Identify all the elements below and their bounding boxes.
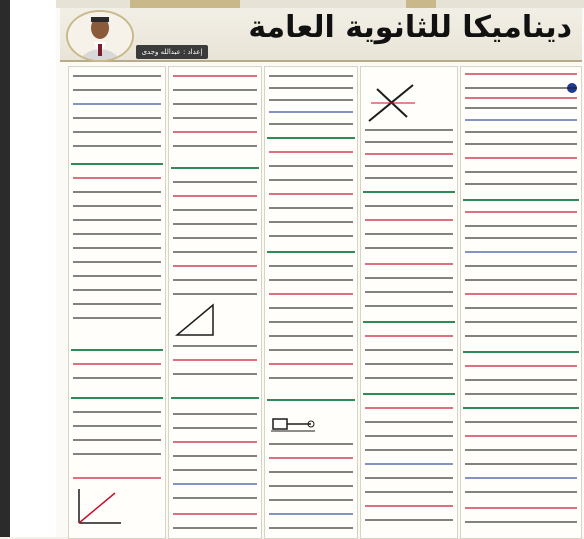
viewer-margin (10, 0, 56, 537)
content-column-2 (360, 66, 458, 539)
handwritten-text-line (73, 477, 161, 479)
document-page (56, 0, 584, 537)
handwritten-text-line (365, 165, 453, 167)
section-divider (267, 251, 355, 253)
handwritten-text-line (269, 279, 353, 281)
handwritten-text-line (365, 377, 453, 379)
handwritten-text-line (465, 131, 577, 133)
handwritten-text-line (173, 145, 257, 147)
handwritten-text-line (465, 279, 577, 281)
content-column-3 (264, 66, 358, 539)
physics-diagram-icon (367, 81, 417, 123)
handwritten-text-line (73, 261, 161, 263)
handwritten-text-line (465, 393, 577, 395)
handwritten-text-line (365, 177, 453, 179)
handwritten-text-line (73, 411, 161, 413)
handwritten-text-line (173, 469, 257, 471)
top-image-fragment (130, 0, 240, 8)
handwritten-text-line (73, 363, 161, 365)
handwritten-text-line (173, 497, 257, 499)
section-divider (171, 397, 259, 399)
handwritten-text-line (73, 145, 161, 147)
handwritten-text-line (365, 407, 453, 409)
handwritten-text-line (73, 247, 161, 249)
handwritten-text-line (173, 413, 257, 415)
section-divider (267, 399, 355, 401)
handwritten-text-line (465, 143, 577, 145)
handwritten-text-line (269, 457, 353, 459)
handwritten-text-line (365, 435, 453, 437)
content-column-5 (68, 66, 166, 539)
handwritten-text-line (465, 421, 577, 423)
handwritten-text-line (269, 335, 353, 337)
handwritten-text-line (365, 477, 453, 479)
handwritten-text-line (269, 307, 353, 309)
handwritten-text-line (269, 235, 353, 237)
content-column-1 (460, 66, 582, 539)
handwritten-text-line (465, 491, 577, 493)
handwritten-text-line (269, 111, 353, 113)
handwritten-text-line (269, 527, 353, 529)
handwritten-text-line (73, 103, 161, 105)
page-title: ديناميكا للثانوية العامة (248, 10, 572, 45)
handwritten-text-line (173, 131, 257, 133)
handwritten-text-line (365, 153, 453, 155)
handwritten-text-line (365, 233, 453, 235)
section-divider (463, 351, 579, 353)
handwritten-text-line (365, 141, 453, 143)
handwritten-text-line (465, 183, 577, 185)
handwritten-text-line (465, 307, 577, 309)
handwritten-text-line (173, 359, 257, 361)
handwritten-text-line (173, 223, 257, 225)
handwritten-text-line (73, 233, 161, 235)
handwritten-text-line (365, 491, 453, 493)
handwritten-text-line (269, 179, 353, 181)
handwritten-text-line (365, 205, 453, 207)
handwritten-text-line (173, 373, 257, 375)
handwritten-text-line (173, 483, 257, 485)
handwritten-text-line (365, 305, 453, 307)
handwritten-text-line (465, 265, 577, 267)
section-divider (267, 137, 355, 139)
handwritten-text-line (269, 471, 353, 473)
graph-diagram-icon (75, 487, 123, 527)
handwritten-text-line (465, 379, 577, 381)
handwritten-text-line (269, 265, 353, 267)
handwritten-text-line (465, 211, 577, 213)
handwritten-text-line (73, 275, 161, 277)
handwritten-text-line (73, 453, 161, 455)
content-column-4 (168, 66, 262, 539)
handwritten-text-line (465, 321, 577, 323)
handwritten-text-line (269, 151, 353, 153)
handwritten-text-line (73, 89, 161, 91)
handwritten-text-line (465, 87, 577, 89)
handwritten-text-line (269, 377, 353, 379)
handwritten-text-line (465, 171, 577, 173)
handwritten-text-line (173, 455, 257, 457)
handwritten-text-line (73, 75, 161, 77)
handwritten-text-line (173, 527, 257, 529)
handwritten-text-line (269, 363, 353, 365)
handwritten-text-line (173, 293, 257, 295)
handwritten-text-line (465, 365, 577, 367)
handwritten-text-line (365, 505, 453, 507)
handwritten-text-line (73, 131, 161, 133)
handwritten-text-line (173, 181, 257, 183)
handwritten-text-line (365, 335, 453, 337)
pulley-diagram-icon (271, 407, 315, 437)
handwritten-text-line (73, 219, 161, 221)
handwritten-text-line (365, 421, 453, 423)
handwritten-text-line (269, 99, 353, 101)
section-divider (71, 397, 163, 399)
handwritten-text-line (73, 177, 161, 179)
handwritten-text-line (365, 519, 453, 521)
handwritten-text-line (269, 207, 353, 209)
handwritten-text-line (269, 485, 353, 487)
section-divider (463, 407, 579, 409)
handwritten-text-line (365, 219, 453, 221)
handwritten-text-line (269, 165, 353, 167)
page-header (60, 8, 582, 62)
handwritten-text-line (173, 89, 257, 91)
handwritten-text-line (269, 513, 353, 515)
handwritten-text-line (465, 507, 577, 509)
handwritten-text-line (465, 251, 577, 253)
handwritten-text-line (269, 499, 353, 501)
handwritten-text-line (269, 443, 353, 445)
handwritten-text-line (73, 191, 161, 193)
handwritten-text-line (173, 345, 257, 347)
handwritten-text-line (173, 279, 257, 281)
handwritten-text-line (365, 363, 453, 365)
handwritten-text-line (465, 463, 577, 465)
handwritten-text-line (365, 349, 453, 351)
handwritten-text-line (465, 293, 577, 295)
section-divider (71, 349, 163, 351)
handwritten-text-line (465, 157, 577, 159)
handwritten-text-line (173, 237, 257, 239)
handwritten-text-line (465, 73, 577, 75)
handwritten-text-line (73, 317, 161, 319)
handwritten-text-line (269, 221, 353, 223)
handwritten-text-line (465, 435, 577, 437)
handwritten-text-line (465, 449, 577, 451)
handwritten-text-line (269, 87, 353, 89)
viewer-dark-edge (0, 0, 10, 537)
handwritten-text-line (465, 477, 577, 479)
handwritten-text-line (465, 119, 577, 121)
handwritten-text-line (269, 321, 353, 323)
section-divider (71, 163, 163, 165)
handwritten-text-line (365, 291, 453, 293)
handwritten-text-line (269, 123, 353, 125)
handwritten-text-line (465, 97, 577, 99)
handwritten-text-line (173, 209, 257, 211)
handwritten-text-line (73, 117, 161, 119)
handwritten-text-line (173, 103, 257, 105)
handwritten-text-line (173, 75, 257, 77)
handwritten-text-line (465, 335, 577, 337)
handwritten-text-line (73, 289, 161, 291)
handwritten-text-line (173, 265, 257, 267)
handwritten-text-line (173, 427, 257, 429)
handwritten-text-line (365, 263, 453, 265)
section-divider (363, 321, 455, 323)
handwritten-text-line (465, 521, 577, 523)
section-divider (171, 167, 259, 169)
handwritten-text-line (269, 75, 353, 77)
handwritten-text-line (173, 117, 257, 119)
handwritten-text-line (465, 225, 577, 227)
handwritten-text-line (269, 193, 353, 195)
handwritten-text-line (269, 349, 353, 351)
section-divider (363, 191, 455, 193)
handwritten-text-line (365, 463, 453, 465)
handwritten-text-line (73, 303, 161, 305)
teacher-portrait-icon (66, 10, 134, 62)
handwritten-text-line (73, 439, 161, 441)
handwritten-text-line (173, 251, 257, 253)
handwritten-text-line (269, 293, 353, 295)
handwritten-text-line (73, 377, 161, 379)
handwritten-text-line (173, 513, 257, 515)
handwritten-text-line (173, 195, 257, 197)
handwritten-text-line (365, 449, 453, 451)
triangle-diagram-icon (175, 303, 215, 337)
handwritten-text-line (173, 441, 257, 443)
handwritten-text-line (365, 129, 453, 131)
handwritten-text-line (365, 277, 453, 279)
author-label: إعداد : عبدالله وجدى (136, 45, 208, 59)
handwritten-text-line (365, 247, 453, 249)
top-image-fragment (406, 0, 436, 8)
handwritten-text-line (73, 205, 161, 207)
handwritten-text-line (73, 425, 161, 427)
handwritten-text-line (465, 237, 577, 239)
section-divider (363, 393, 455, 395)
section-divider (463, 199, 579, 201)
handwritten-text-line (465, 107, 577, 109)
